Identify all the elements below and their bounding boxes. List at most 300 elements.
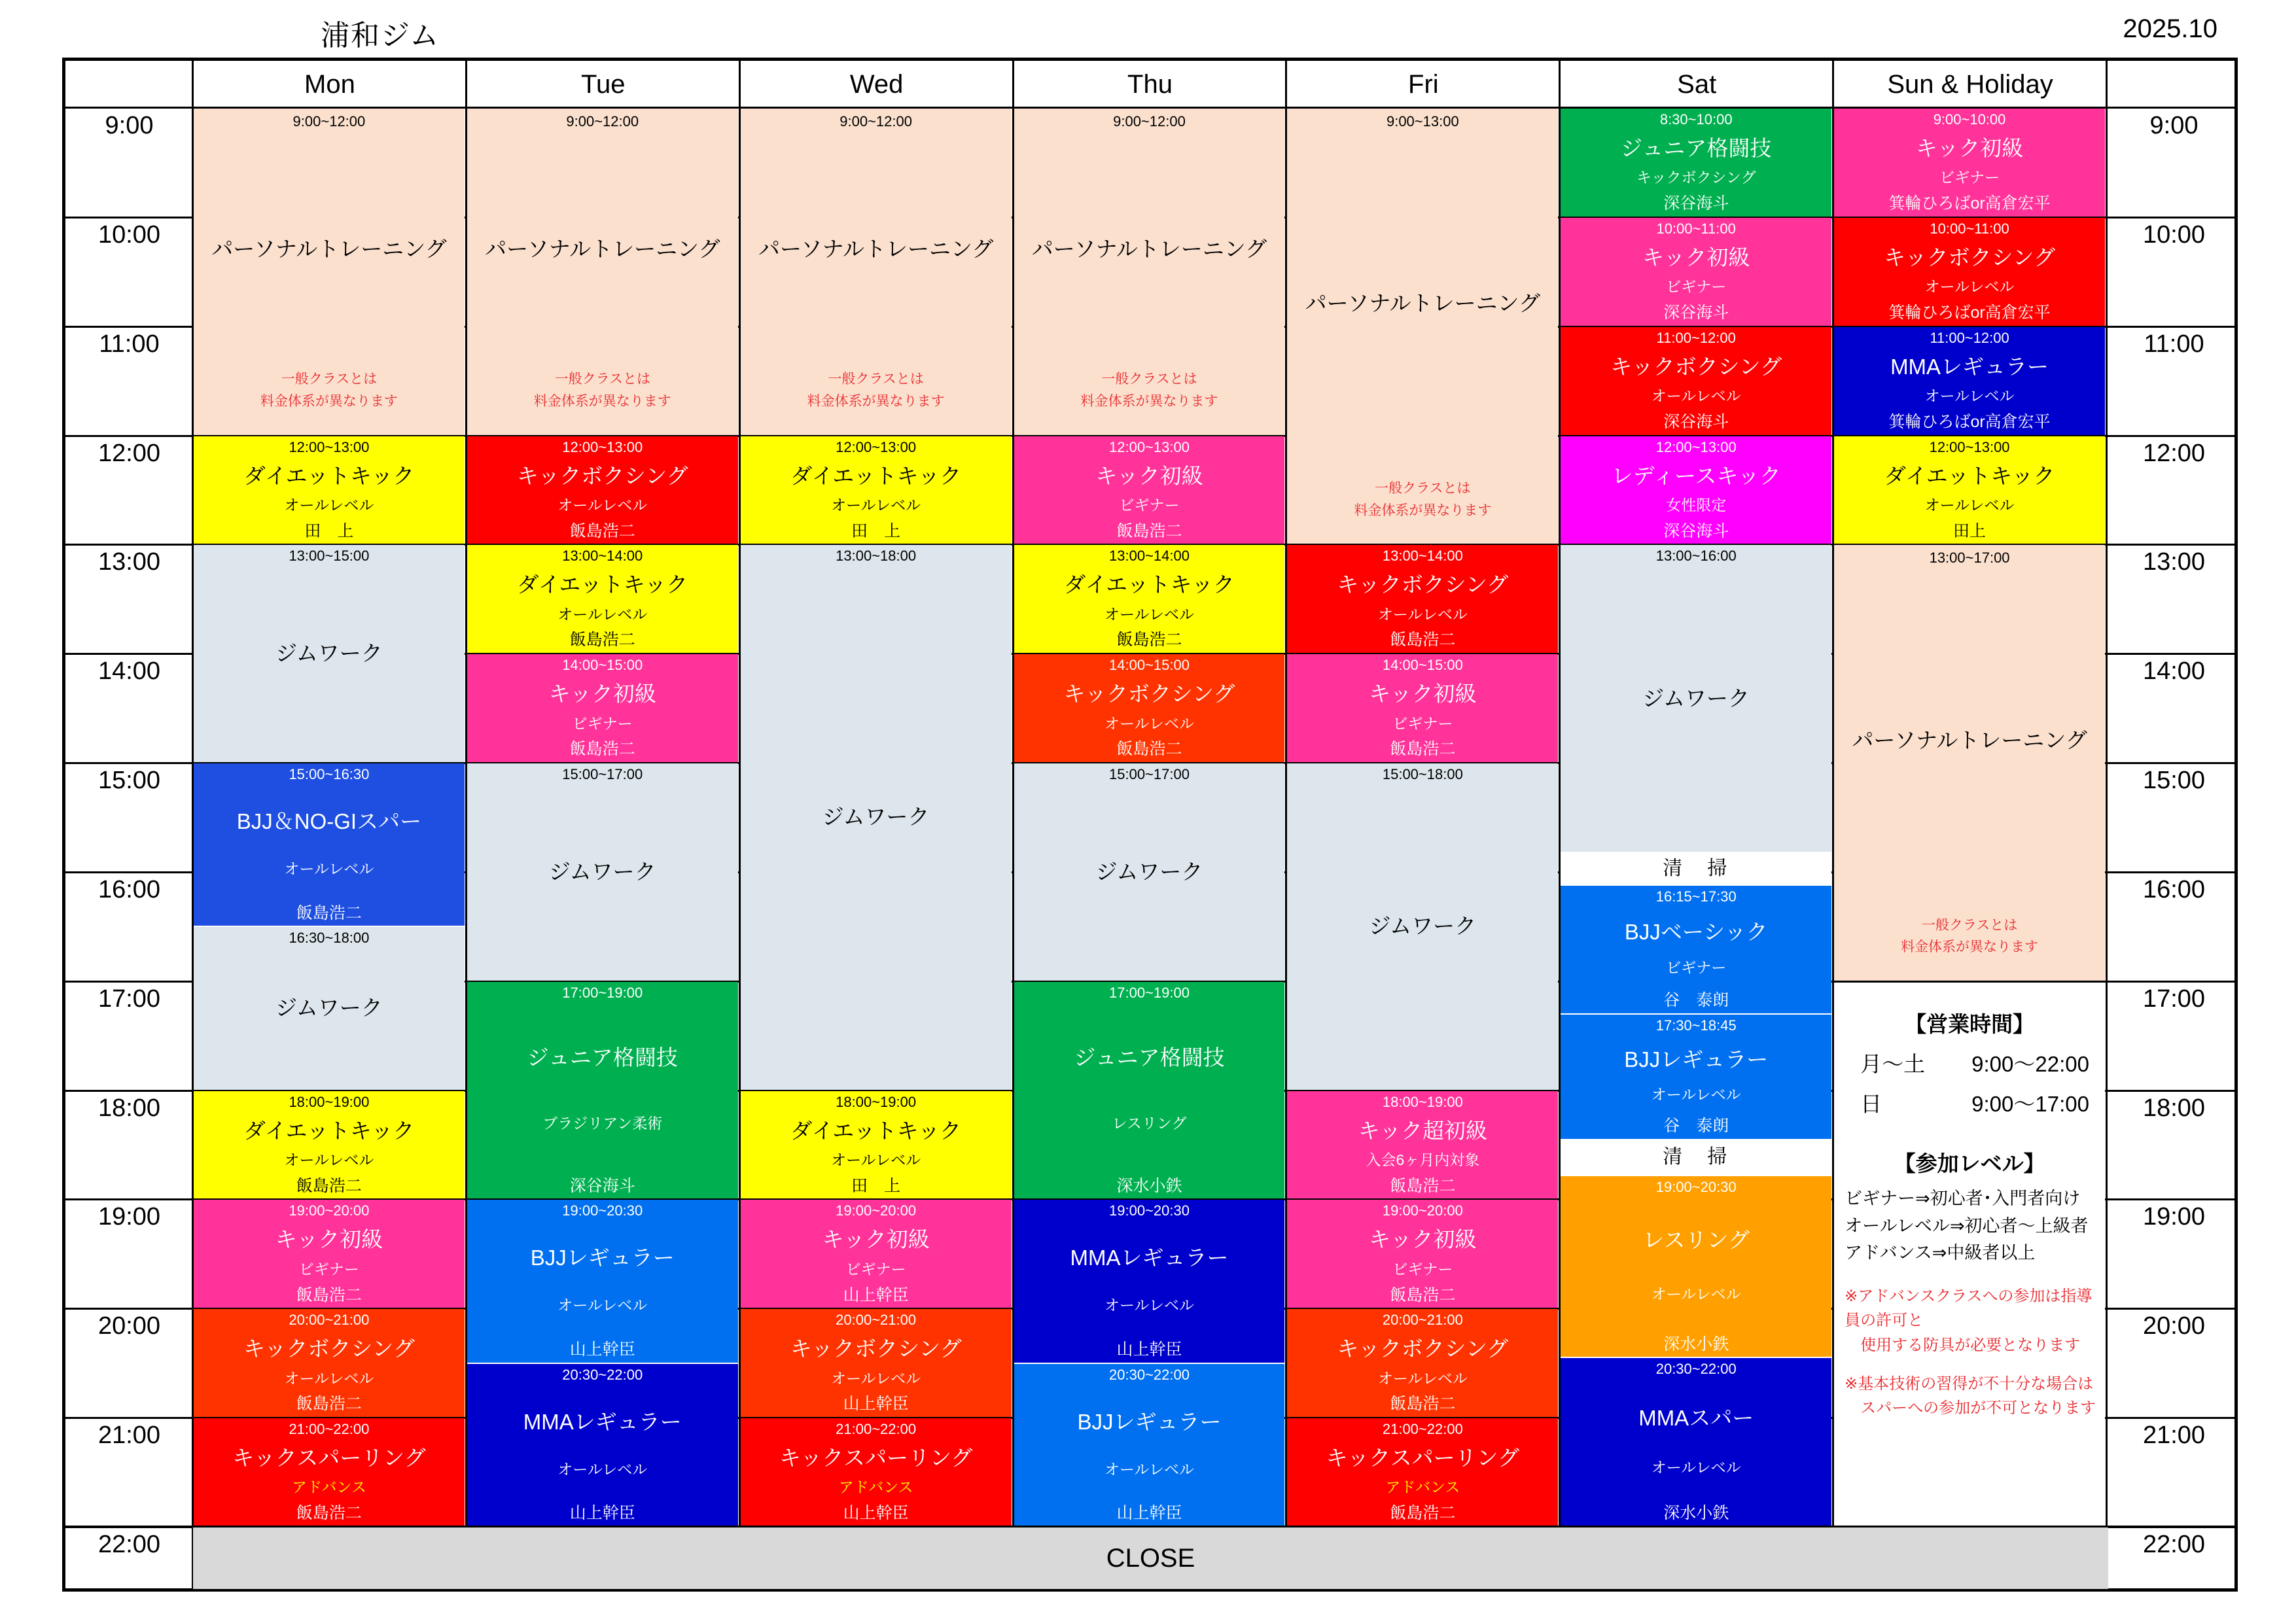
class-level: オールレベル xyxy=(1104,1460,1194,1478)
class-name: 清 掃 xyxy=(1663,857,1730,879)
class-level: オールレベル xyxy=(1651,1458,1741,1476)
class-level: オールレベル xyxy=(1924,496,2015,514)
class-block[interactable] xyxy=(1287,654,1558,762)
class-instructor: 飯島浩二 xyxy=(1116,740,1182,759)
class-instructor: 箕輪ひろばor高倉宏平 xyxy=(1888,412,2051,431)
class-time: 13:00~16:00 xyxy=(1655,548,1737,565)
class-block[interactable] xyxy=(1014,654,1285,762)
class-name: キック初級 xyxy=(1642,245,1750,270)
class-block[interactable] xyxy=(194,763,465,926)
class-time: 18:00~19:00 xyxy=(836,1093,917,1110)
class-name: ジムワーク xyxy=(822,805,930,829)
class-block[interactable] xyxy=(741,545,1012,1089)
class-name: BJJレギュラー xyxy=(530,1246,675,1270)
class-instructor: 田上 xyxy=(1953,521,1987,540)
class-instructor: 箕輪ひろばor高倉宏平 xyxy=(1888,194,2051,213)
class-time: 20:30~22:00 xyxy=(1109,1366,1190,1383)
business-hours-row xyxy=(1860,1047,2105,1078)
class-instructor: 飯島浩二 xyxy=(1390,1504,1456,1523)
class-instructor: 深水小鉄 xyxy=(1116,1176,1182,1195)
class-block[interactable] xyxy=(194,109,465,435)
class-time: 12:00~13:00 xyxy=(562,438,643,455)
class-name: キックスパーリング xyxy=(779,1446,973,1471)
class-time: 9:00~12:00 xyxy=(566,113,639,130)
class-block[interactable] xyxy=(1561,327,1831,435)
class-instructor: 山上幹臣 xyxy=(1116,1504,1182,1523)
class-level: 女性限定 xyxy=(1666,496,1727,514)
period-label: 2025.10 xyxy=(2123,14,2217,43)
class-time: 12:00~13:00 xyxy=(1929,438,2010,455)
class-instructor: 飯島浩二 xyxy=(569,631,635,650)
class-name: BJJレギュラー xyxy=(1624,1047,1769,1072)
class-block[interactable] xyxy=(741,109,1012,435)
class-block[interactable] xyxy=(1014,1364,1285,1526)
class-name: キック初級 xyxy=(548,682,656,707)
class-block[interactable] xyxy=(1834,327,2105,435)
fee-note xyxy=(534,368,671,412)
class-instructor: 飯島浩二 xyxy=(1390,1285,1456,1304)
class-name: キック初級 xyxy=(1369,1227,1477,1252)
class-time: 15:00~16:30 xyxy=(289,766,370,783)
class-instructor: 深水小鉄 xyxy=(1663,1335,1729,1353)
time-label-1900-right: 19:00 xyxy=(2142,1203,2206,1231)
class-instructor: 深谷海斗 xyxy=(1663,412,1729,431)
business-hours-row xyxy=(1860,1087,2105,1118)
class-time: 11:00~12:00 xyxy=(1930,329,2009,346)
class-level: アドバンス xyxy=(291,1478,366,1496)
class-level: オールレベル xyxy=(1104,714,1194,732)
class-time: 17:00~19:00 xyxy=(1109,984,1190,1001)
class-time: 15:00~17:00 xyxy=(562,766,643,783)
class-instructor: 山上幹臣 xyxy=(843,1395,909,1414)
close-row: CLOSE xyxy=(193,1527,2108,1589)
class-block[interactable] xyxy=(1561,886,1831,1013)
time-label-900-left: 9:00 xyxy=(105,112,154,139)
class-name: キックボクシング xyxy=(1337,572,1509,597)
class-block[interactable] xyxy=(741,1309,1012,1417)
class-block[interactable] xyxy=(1561,1015,1831,1139)
class-level: オールレベル xyxy=(1104,1297,1194,1314)
day-header-sun-holiday: Sun & Holiday xyxy=(1887,70,2053,99)
class-name: ダイエットキック xyxy=(243,463,415,488)
class-time: 20:30~22:00 xyxy=(1655,1361,1737,1378)
level-title: 【参加レベル】 xyxy=(1894,1151,2045,1176)
class-name: キック初級 xyxy=(822,1227,930,1252)
fee-note-line1: 一般クラスとは xyxy=(281,372,378,387)
class-name: ダイエットキック xyxy=(1884,463,2055,488)
class-time: 13:00~15:00 xyxy=(289,548,370,565)
class-time: 13:00~14:00 xyxy=(1109,548,1190,565)
info-panel xyxy=(1834,984,2105,1524)
class-instructor: 田 上 xyxy=(304,521,354,540)
class-level: ビギナー xyxy=(572,714,633,732)
time-label-900-right: 9:00 xyxy=(2149,112,2199,139)
cleaning-block[interactable] xyxy=(1561,1140,1831,1175)
class-block[interactable] xyxy=(467,1364,738,1526)
class-name: ジムワーク xyxy=(1642,686,1750,710)
class-level: オールレベル xyxy=(831,496,921,514)
class-level: ビギナー xyxy=(1666,959,1727,977)
class-block[interactable] xyxy=(194,927,465,1089)
level-item: ビギナー⇒初心者･入門者向け xyxy=(1845,1188,2081,1208)
time-label-2100-left: 21:00 xyxy=(97,1422,161,1450)
time-label-1400-right: 14:00 xyxy=(2142,657,2206,686)
class-level: オールレベル xyxy=(1651,387,1741,404)
class-time: 17:30~18:45 xyxy=(1655,1017,1737,1034)
class-block[interactable] xyxy=(467,436,738,544)
class-block[interactable] xyxy=(467,982,738,1199)
warning-line: ※アドバンスクラスへの参加は指導員の許可と xyxy=(1845,1287,2093,1330)
class-time: 21:00~22:00 xyxy=(289,1421,370,1438)
class-instructor: 箕輪ひろばor高倉宏平 xyxy=(1888,303,2051,322)
class-level: オールレベル xyxy=(1104,605,1194,623)
time-label-1200-right: 12:00 xyxy=(2142,439,2206,467)
class-name: キックスパーリング xyxy=(232,1446,426,1471)
class-level: オールレベル xyxy=(1924,387,2015,404)
class-name: キックボクシング xyxy=(1337,1336,1509,1361)
class-block[interactable] xyxy=(194,1200,465,1308)
time-label-2100-right: 21:00 xyxy=(2142,1422,2206,1450)
class-block[interactable] xyxy=(467,763,738,981)
class-time: 9:00~10:00 xyxy=(1933,111,2006,128)
fee-note-line2: 料金体系が異なります xyxy=(807,393,945,409)
class-instructor: 飯島浩二 xyxy=(1390,740,1456,759)
class-block[interactable] xyxy=(741,1091,1012,1199)
class-block[interactable] xyxy=(467,1200,738,1362)
class-name: キックボクシング xyxy=(1063,682,1235,707)
class-time: 19:00~20:30 xyxy=(1655,1178,1737,1195)
class-time: 16:30~18:00 xyxy=(289,930,370,947)
class-instructor: 飯島浩二 xyxy=(296,1395,362,1414)
class-block[interactable] xyxy=(194,436,465,544)
class-name: MMAレギュラー xyxy=(1890,354,2049,379)
business-hours-value: 9:00～17:00 xyxy=(1971,1091,2089,1116)
class-level: ビギナー xyxy=(1119,496,1180,514)
class-level: オールレベル xyxy=(557,1297,648,1314)
fee-note-line2: 料金体系が異なります xyxy=(1901,939,2039,955)
class-block[interactable] xyxy=(1014,1200,1285,1362)
class-level: オールレベル xyxy=(1651,1285,1741,1302)
class-time: 18:00~19:00 xyxy=(1382,1093,1463,1110)
time-label-1000-right: 10:00 xyxy=(2142,220,2206,249)
level-item: オールレベル⇒初心者～上級者 xyxy=(1845,1215,2089,1236)
class-time: 19:00~20:30 xyxy=(1109,1202,1190,1219)
grid-vline xyxy=(2106,61,2108,1588)
class-name: ジムワーク xyxy=(275,996,383,1021)
class-name: MMAレギュラー xyxy=(1070,1246,1229,1270)
class-name: MMAレギュラー xyxy=(523,1409,682,1434)
class-block[interactable] xyxy=(194,1418,465,1526)
class-name: キックボクシング xyxy=(790,1336,962,1361)
class-level: オールレベル xyxy=(831,1369,921,1387)
warning-line: スパーへの参加が不可となります xyxy=(1845,1399,2096,1418)
class-time: 19:00~20:00 xyxy=(289,1202,370,1219)
class-instructor: 深水小鉄 xyxy=(1663,1504,1729,1523)
fee-note xyxy=(1080,368,1218,412)
class-name: キックスパーリング xyxy=(1326,1446,1520,1471)
cleaning-block[interactable] xyxy=(1561,853,1831,884)
fee-note-line2: 料金体系が異なります xyxy=(1080,393,1218,409)
gym-name: 浦和ジム xyxy=(321,20,440,52)
class-name-wrap xyxy=(1835,728,2104,753)
class-block[interactable] xyxy=(741,1200,1012,1308)
class-instructor: 山上幹臣 xyxy=(843,1504,909,1523)
time-label-1400-left: 14:00 xyxy=(97,657,161,686)
class-name: パーソナルトレーニング xyxy=(211,237,447,262)
fee-note-line2: 料金体系が異なります xyxy=(260,393,398,409)
class-time: 12:00~13:00 xyxy=(1109,438,1190,455)
class-level: ビギナー xyxy=(298,1260,359,1278)
day-header-tue: Tue xyxy=(581,70,626,99)
class-block[interactable] xyxy=(741,436,1012,544)
level-item: アドバンス⇒中級者以上 xyxy=(1845,1243,2036,1263)
class-block[interactable] xyxy=(1287,1418,1558,1526)
class-name-wrap xyxy=(1288,291,1557,316)
fee-note-line2: 料金体系が異なります xyxy=(533,393,671,409)
class-block[interactable] xyxy=(1561,1176,1831,1357)
class-instructor: 飯島浩二 xyxy=(1390,1176,1456,1195)
class-instructor: 飯島浩二 xyxy=(296,1176,362,1195)
class-time: 17:00~19:00 xyxy=(562,984,643,1001)
time-label-1500-left: 15:00 xyxy=(97,767,161,795)
class-time: 20:00~21:00 xyxy=(1382,1312,1463,1329)
class-instructor: 田 上 xyxy=(851,1176,901,1195)
class-block[interactable] xyxy=(1014,109,1285,435)
class-time: 13:00~18:00 xyxy=(836,548,917,565)
class-time: 12:00~13:00 xyxy=(1655,438,1737,455)
class-time: 9:00~12:00 xyxy=(292,113,366,130)
class-time: 16:15~17:30 xyxy=(1655,888,1737,905)
class-time: 9:00~12:00 xyxy=(1113,113,1186,130)
class-time: 9:00~12:00 xyxy=(839,113,912,130)
class-time: 19:00~20:00 xyxy=(1382,1202,1463,1219)
class-name: BJJ＆NO-GIスパー xyxy=(236,809,422,833)
class-name: BJJレギュラー xyxy=(1077,1409,1222,1434)
class-name: キック超初級 xyxy=(1358,1118,1488,1143)
class-instructor: 飯島浩二 xyxy=(1116,631,1182,650)
class-instructor: 谷 泰朗 xyxy=(1663,991,1729,1010)
class-level: オールレベル xyxy=(831,1151,921,1168)
class-level: 入会6ヶ月内対象 xyxy=(1366,1151,1480,1168)
class-time: 14:00~15:00 xyxy=(1109,657,1190,674)
class-level: キックボクシング xyxy=(1636,169,1756,186)
class-block[interactable] xyxy=(1561,218,1831,326)
class-time: 19:00~20:00 xyxy=(836,1202,917,1219)
class-block[interactable] xyxy=(1561,1358,1831,1526)
class-name: ジュニア格闘技 xyxy=(1074,1045,1225,1070)
page-header xyxy=(0,0,2296,65)
level-list xyxy=(1845,1185,2105,1268)
class-time: 13:00~14:00 xyxy=(562,548,643,565)
time-label-1000-left: 10:00 xyxy=(97,220,161,249)
class-name: 清 掃 xyxy=(1663,1145,1730,1168)
class-level: ビギナー xyxy=(1392,714,1453,732)
class-level: ビギナー xyxy=(845,1260,906,1278)
class-name: ジムワーク xyxy=(275,641,383,666)
time-label-1300-right: 13:00 xyxy=(2142,548,2206,576)
class-level: オールレベル xyxy=(284,1151,374,1168)
class-time: 10:00~11:00 xyxy=(1656,220,1736,237)
grid-hline xyxy=(1833,981,2106,983)
class-block[interactable] xyxy=(1014,436,1285,544)
time-label-2000-right: 20:00 xyxy=(2142,1312,2206,1340)
fee-note xyxy=(260,368,398,412)
time-label-1200-left: 12:00 xyxy=(97,439,161,467)
class-name-wrap xyxy=(195,237,463,262)
class-name: ダイエットキック xyxy=(790,463,961,488)
fee-note-line1: 一般クラスとは xyxy=(1921,917,2018,933)
class-instructor: 飯島浩二 xyxy=(296,903,362,922)
class-name: ジュニア格闘技 xyxy=(527,1045,678,1070)
class-time: 18:00~19:00 xyxy=(289,1093,370,1110)
time-label-1800-left: 18:00 xyxy=(97,1094,161,1122)
business-hours-day: 日 xyxy=(1860,1091,1882,1116)
class-instructor: 飯島浩二 xyxy=(569,521,635,540)
class-time: 20:00~21:00 xyxy=(836,1312,917,1329)
class-block[interactable] xyxy=(1287,1200,1558,1308)
class-level: アドバンス xyxy=(1385,1478,1460,1496)
class-time: 14:00~15:00 xyxy=(1382,657,1463,674)
fee-note xyxy=(1901,915,2038,958)
class-name: パーソナルトレーニング xyxy=(1031,237,1267,262)
class-block[interactable] xyxy=(194,1309,465,1417)
time-label-1800-right: 18:00 xyxy=(2142,1094,2206,1122)
class-block[interactable] xyxy=(1014,982,1285,1199)
fee-note-line1: 一般クラスとは xyxy=(1101,372,1197,387)
business-hours-title: 【営業時間】 xyxy=(1905,1011,2035,1036)
class-instructor: 山上幹臣 xyxy=(1116,1340,1182,1359)
class-block[interactable] xyxy=(194,545,465,762)
business-hours-value: 9:00～22:00 xyxy=(1971,1051,2089,1076)
fee-note-line1: 一般クラスとは xyxy=(828,372,924,387)
class-block[interactable] xyxy=(741,1418,1012,1526)
class-instructor: 田 上 xyxy=(851,521,901,540)
class-block[interactable] xyxy=(1561,545,1831,852)
day-header-fri: Fri xyxy=(1408,70,1439,99)
class-block[interactable] xyxy=(1287,1309,1558,1417)
class-name: レディースキック xyxy=(1611,463,1781,488)
class-block[interactable] xyxy=(467,109,738,435)
class-name: キック初級 xyxy=(1369,682,1477,707)
class-instructor: 山上幹臣 xyxy=(569,1340,635,1359)
warning-list xyxy=(1845,1284,2105,1420)
class-time: 13:00~14:00 xyxy=(1382,548,1463,565)
business-hours-day: 月～土 xyxy=(1860,1051,1926,1076)
class-name: ダイエットキック xyxy=(790,1118,961,1143)
class-block[interactable] xyxy=(194,1091,465,1199)
class-block[interactable] xyxy=(1287,109,1558,544)
class-level: オールレベル xyxy=(1377,605,1468,623)
day-header-mon: Mon xyxy=(304,70,355,99)
warning-line: 使用する防具が必要となります xyxy=(1845,1336,2081,1354)
class-name: レスリング xyxy=(1642,1228,1750,1252)
time-label-1700-left: 17:00 xyxy=(97,985,161,1013)
class-name: ジュニア格闘技 xyxy=(1621,135,1772,160)
fee-note xyxy=(807,368,945,412)
time-label-1600-right: 16:00 xyxy=(2142,875,2206,903)
class-time: 21:00~22:00 xyxy=(1382,1421,1463,1438)
fee-note-line1: 一般クラスとは xyxy=(554,372,650,387)
class-name: ダイエットキック xyxy=(1064,572,1235,597)
class-instructor: 山上幹臣 xyxy=(569,1504,635,1523)
class-level: オールレベル xyxy=(1377,1369,1468,1387)
class-block[interactable] xyxy=(1834,109,2105,217)
class-instructor: 飯島浩二 xyxy=(1116,521,1182,540)
class-level: ビギナー xyxy=(1392,1260,1453,1278)
class-block[interactable] xyxy=(467,654,738,762)
class-time: 12:00~13:00 xyxy=(836,438,917,455)
time-label-2200-right: 22:00 xyxy=(2142,1531,2206,1558)
class-time: 19:00~20:30 xyxy=(562,1202,643,1219)
day-header-wed: Wed xyxy=(849,70,904,99)
class-instructor: 山上幹臣 xyxy=(843,1285,909,1304)
class-instructor: 谷 泰朗 xyxy=(1663,1116,1729,1135)
class-instructor: 飯島浩二 xyxy=(1390,631,1456,650)
class-block[interactable] xyxy=(1014,545,1285,653)
time-label-2000-left: 20:00 xyxy=(97,1312,161,1340)
class-name: パーソナルトレーニング xyxy=(1852,727,2087,752)
class-name: ダイエットキック xyxy=(517,572,688,597)
schedule-grid xyxy=(62,58,2238,1592)
class-block[interactable] xyxy=(1287,1091,1558,1199)
class-name: キック初級 xyxy=(275,1227,383,1252)
class-level: アドバンス xyxy=(838,1478,913,1496)
class-time: 10:00~11:00 xyxy=(1930,220,2009,237)
class-name: キックボクシング xyxy=(1610,354,1782,379)
warning-line: ※基本技術の習得が不十分な場合は xyxy=(1845,1374,2094,1393)
class-level: レスリング xyxy=(1112,1115,1187,1132)
class-instructor: 飯島浩二 xyxy=(569,740,635,759)
class-time: 20:00~21:00 xyxy=(289,1312,370,1329)
time-label-1500-right: 15:00 xyxy=(2142,767,2206,795)
class-block[interactable] xyxy=(1834,545,2105,980)
class-name: ジムワーク xyxy=(548,859,656,884)
class-level: ブラジリアン柔術 xyxy=(542,1115,663,1132)
class-block[interactable] xyxy=(1834,218,2105,326)
class-level: オールレベル xyxy=(557,496,648,514)
class-time: 13:00~17:00 xyxy=(1929,550,2010,567)
class-instructor: 飯島浩二 xyxy=(1390,1395,1456,1414)
class-level: ビギナー xyxy=(1939,169,2000,186)
class-block[interactable] xyxy=(1561,436,1831,544)
class-level: オールレベル xyxy=(284,1369,374,1387)
class-time: 21:00~22:00 xyxy=(836,1421,917,1438)
class-level: オールレベル xyxy=(284,496,374,514)
class-time: 8:30~10:00 xyxy=(1659,111,1733,128)
class-name-wrap xyxy=(468,237,737,262)
day-header-sat: Sat xyxy=(1677,70,1717,99)
fee-note xyxy=(1354,478,1491,521)
class-name-wrap xyxy=(742,237,1010,262)
class-block[interactable] xyxy=(1834,436,2105,544)
class-level: ビギナー xyxy=(1666,278,1727,296)
class-block[interactable] xyxy=(1014,763,1285,981)
class-block[interactable] xyxy=(467,545,738,653)
class-name: MMAスパー xyxy=(1638,1405,1754,1430)
class-instructor: 深谷海斗 xyxy=(1663,521,1729,540)
time-label-2200-left: 22:00 xyxy=(97,1531,161,1558)
class-name: ダイエットキック xyxy=(243,1118,415,1143)
class-name: BJJベーシック xyxy=(1624,919,1768,944)
time-label-1900-left: 19:00 xyxy=(97,1203,161,1231)
class-time: 15:00~18:00 xyxy=(1382,766,1463,783)
class-block[interactable] xyxy=(1287,545,1558,653)
class-block[interactable] xyxy=(1287,763,1558,1090)
class-instructor: 深谷海斗 xyxy=(569,1176,635,1195)
class-name: キック初級 xyxy=(1915,135,2024,160)
class-block[interactable] xyxy=(1561,109,1831,217)
time-label-1100-left: 11:00 xyxy=(99,330,160,358)
